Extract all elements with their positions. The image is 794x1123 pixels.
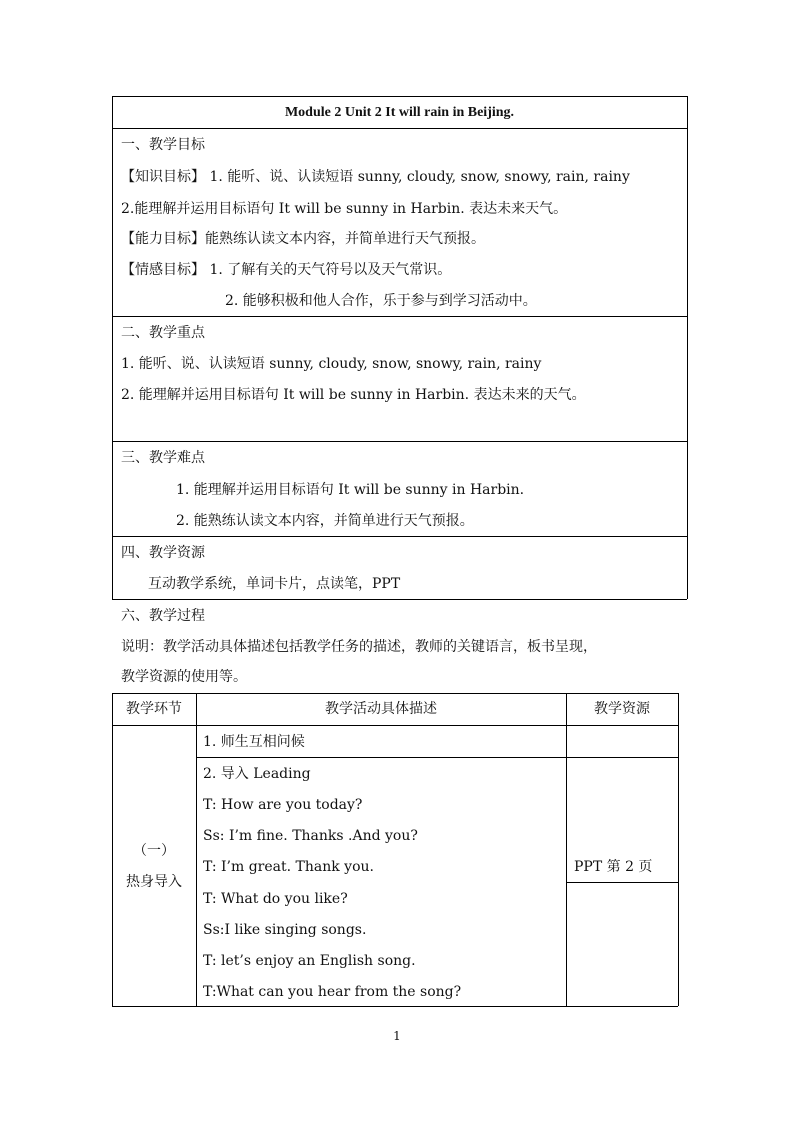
- difficulties-heading: 三、教学难点: [121, 450, 205, 466]
- row2-line-1: 2. 导入 Leading: [203, 766, 311, 782]
- process-table-border-right: [678, 693, 679, 1006]
- objectives-heading: 一、教学目标: [121, 137, 205, 153]
- keypoints-heading: 二、教学重点: [121, 325, 205, 341]
- difficulties-line-2: 2. 能熟练认读文本内容，并简单进行天气预报。: [176, 513, 474, 529]
- process-table-border-row1: [196, 757, 678, 758]
- process-table-border-col2: [566, 693, 567, 1006]
- process-table-border-resource: [566, 882, 678, 883]
- header-description: 教学活动具体描述: [325, 701, 437, 717]
- row2-line-7: T: let’s enjoy an English song.: [203, 953, 416, 969]
- row2-line-4: T: I’m great. Thank you.: [203, 859, 374, 875]
- keypoints-line-2: 2. 能理解并运用目标语句 It will be sunny in Harbin. 表达未来的天气。: [121, 387, 586, 403]
- resources-line-1: 互动教学系统，单词卡片，点读笔，PPT: [148, 576, 401, 592]
- resources-heading: 四、教学资源: [121, 545, 205, 561]
- objectives-line-2: 2.能理解并运用目标语句 It will be sunny in Harbin. 表达未来天气。: [121, 201, 568, 217]
- process-desc-line-2: 教学资源的使用等。: [121, 669, 247, 685]
- row2-line-6: Ss:I like singing songs.: [203, 922, 367, 938]
- row1-greeting: 1. 师生互相问候: [203, 734, 305, 750]
- objectives-line-1: 【知识目标】 1. 能听、说、认读短语 sunny, cloudy, snow, snowy, rain, rainy: [121, 169, 630, 185]
- row2-line-3: Ss: I’m fine. Thanks .And you?: [203, 828, 418, 844]
- top-table-border-difficulties: [112, 536, 687, 537]
- objectives-line-5: 2. 能够积极和他人合作，乐于参与到学习活动中。: [225, 293, 537, 309]
- top-table-border-keypoints: [112, 441, 687, 442]
- process-desc-line-1: 说明：教学活动具体描述包括教学任务的描述，教师的关键语言，板书呈现，: [121, 639, 597, 655]
- row2-line-8: T:What can you hear from the song?: [203, 984, 462, 1000]
- objectives-line-4: 【情感目标】 1. 了解有关的天气符号以及天气常识。: [121, 262, 452, 278]
- row2-line-2: T: How are you today?: [203, 797, 363, 813]
- difficulties-line-1: 1. 能理解并运用目标语句 It will be sunny in Harbin.: [176, 482, 525, 498]
- header-stage: 教学环节: [126, 701, 182, 717]
- top-table-border-title: [112, 128, 687, 129]
- top-table-border-objectives: [112, 316, 687, 317]
- lesson-title: Module 2 Unit 2 It will rain in Beijing.: [284, 105, 515, 120]
- objectives-line-3: 【能力目标】能熟练认读文本内容，并简单进行天气预报。: [121, 231, 485, 247]
- stage-number: （一）: [133, 843, 175, 859]
- row2-line-5: T: What do you like?: [203, 891, 348, 907]
- process-table-border-col1: [196, 693, 197, 1006]
- top-table-border-left: [112, 96, 113, 599]
- resource-ppt-page: PPT 第 2 页: [574, 859, 653, 875]
- process-heading: 六、教学过程: [121, 608, 205, 624]
- keypoints-line-1: 1. 能听、说、认读短语 sunny, cloudy, snow, snowy, rain, rainy: [121, 356, 542, 372]
- header-resource: 教学资源: [594, 701, 650, 717]
- top-table-border-right: [687, 96, 688, 599]
- top-table-border-top: [112, 96, 687, 97]
- process-table-border-bottom: [112, 1006, 678, 1007]
- page-number: 1: [393, 1029, 401, 1043]
- stage-name: 热身导入: [126, 874, 182, 890]
- top-table-border-bottom: [112, 599, 687, 600]
